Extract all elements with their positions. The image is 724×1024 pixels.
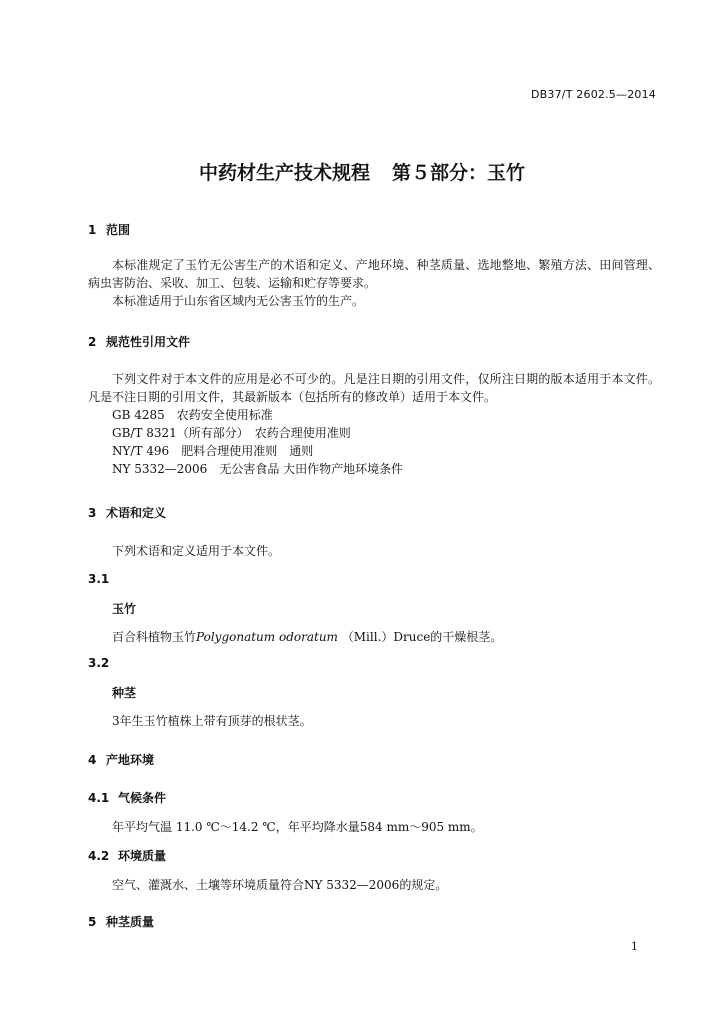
term-3-1-name: 玉竹: [112, 602, 137, 616]
subsection-number: 4.2: [88, 849, 110, 863]
definition-text: 百合科植物玉竹: [112, 630, 197, 644]
term-3-2-name: 种茎: [112, 686, 137, 700]
section-number: 1: [88, 223, 97, 237]
environment-quality-text: 空气、灌溉水、土壤等环境质量符合NY 5332—2006的规定。: [112, 878, 448, 892]
section-1-body: [88, 256, 660, 310]
subsection-number: 4.1: [88, 791, 110, 805]
title-part: 第５部分：玉竹: [392, 162, 526, 184]
reference-item: GB/T 8321（所有部分） 农药合理使用准则: [112, 426, 351, 440]
section-title: 产地环境: [106, 753, 155, 767]
term-3-2-definition: 3年生玉竹植株上带有顶芽的根状茎。: [112, 714, 312, 728]
page-title: [0, 158, 724, 185]
section-number: 5: [88, 915, 97, 929]
definition-text: （Mill.）Druce的干燥根茎。: [341, 630, 503, 644]
section-title: 规范性引用文件: [106, 335, 191, 349]
section-title: 种茎质量: [106, 915, 155, 929]
section-title: 术语和定义: [106, 506, 167, 520]
section-5-heading: [88, 913, 154, 930]
section-3-heading: [88, 504, 166, 521]
terms-intro: 下列术语和定义适用于本文件。: [112, 544, 281, 558]
section-4-heading: [88, 751, 154, 768]
subsection-4-2-heading: [88, 847, 166, 864]
section-2-heading: [88, 333, 190, 350]
section-number: 3: [88, 506, 97, 520]
section-1-heading: [88, 221, 130, 238]
latin-name: Polygonatum odoratum: [196, 630, 338, 644]
title-main: 中药材生产技术规程: [198, 162, 370, 184]
subsection-title: 气候条件: [118, 791, 167, 805]
reference-item: NY/T 496 肥料合理使用准则 通则: [112, 444, 314, 458]
reference-item: GB 4285 农药安全使用标准: [112, 408, 273, 422]
page-number: 1: [631, 940, 638, 953]
subsection-title: 环境质量: [118, 849, 167, 863]
document-number: DB37/T 2602.5—2014: [530, 88, 656, 101]
subsection-4-1-heading: [88, 789, 166, 806]
references-intro: 下列文件对于本文件的应用是必不可少的。凡是注日期的引用文件，仅所注日期的版本适用于本文件。凡是不注日期的引用文件，其最新版本（包括所有的修改单）适用于本文件。: [88, 372, 660, 404]
term-3-1-number: 3.1: [88, 572, 110, 586]
term-3-1-definition: [112, 628, 502, 645]
section-number: 4: [88, 753, 97, 767]
section-number: 2: [88, 335, 97, 349]
section-title: 范围: [106, 223, 131, 237]
climate-conditions-text: 年平均气温 11.0 ℃～14.2 ℃，年平均降水量584 mm～905 mm。: [112, 820, 483, 834]
scope-applicability: 本标准适用于山东省区域内无公害玉竹的生产。: [112, 294, 365, 308]
reference-item: NY 5332—2006 无公害食品 大田作物产地环境条件: [112, 462, 404, 476]
section-2-body: [88, 370, 660, 478]
scope-paragraph: 本标准规定了玉竹无公害生产的术语和定义、产地环境、种茎质量、选地整地、繁殖方法、田间管理、病虫害防治、采收、加工、包装、运输和贮存等要求。: [88, 258, 660, 290]
term-3-2-number: 3.2: [88, 656, 110, 670]
